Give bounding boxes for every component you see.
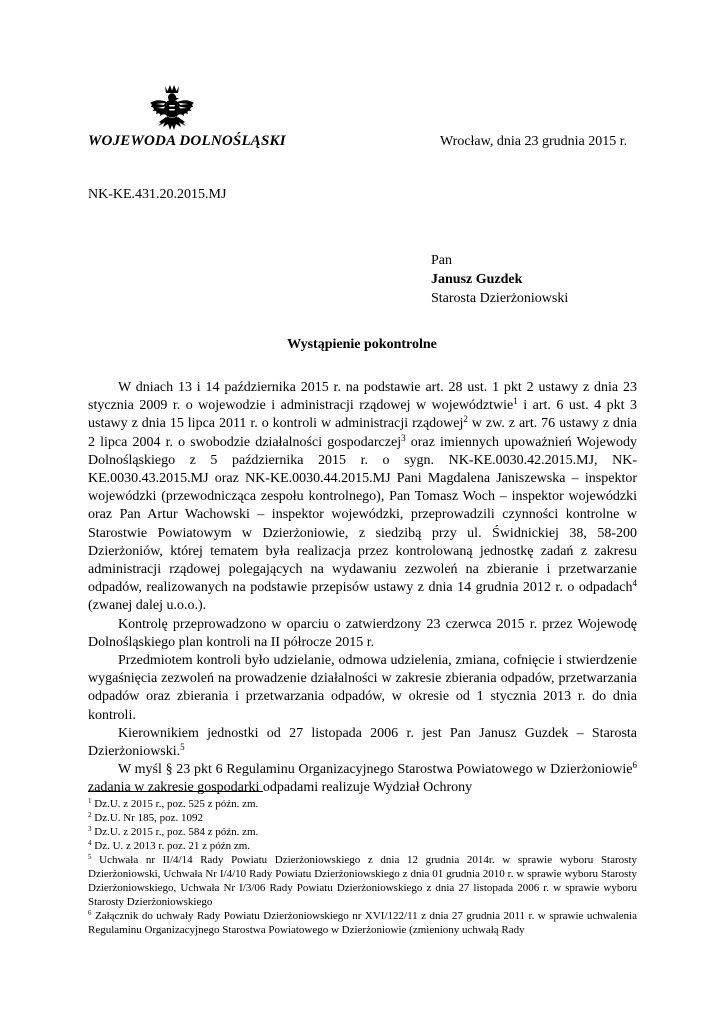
footnotes <box>88 797 637 937</box>
footnote-text: Uchwała nr II/4/14 Rady Powiatu Dzierżoniowskiego z dnia 12 grudnia 2014r. w sprawie wyboru Starosty Dzierżoniowski, Uchwała Nr I/4/10 Rady Powiatu Dzierżoniowskiego z dnia 01 grudnia 2010 r. w sprawie wyboru Starosty Dzierżoniowskiego, Uchwała Nr I/3/06 Rady Powiatu Dzierżoniowskiego z dnia 27 listopada 2006 r. w sprawie wyboru Starosty Dzierżoniowskiego <box>88 854 637 908</box>
footnote-number: 6 <box>88 909 92 917</box>
paragraph-text: (zwanej dalej u.o.o.). <box>88 598 207 614</box>
footnote <box>88 811 637 825</box>
recipient-salutation: Pan <box>431 253 452 268</box>
paragraph-text: w zw. z art. 76 ustawy z dnia 2 lipca 2004 r. o swobodzie działalności gospodarczej <box>88 416 637 450</box>
paragraph-text: W myśl § 23 pkt 6 Regulaminu Organizacyjnego Starostwa Powiatowego w Dzierżoniowie <box>118 762 633 778</box>
footnote-number: 4 <box>88 839 92 847</box>
footnote-ref: 3 <box>401 432 406 443</box>
footnote-text: Dz.U. Nr 185, poz. 1092 <box>91 812 204 824</box>
footnote-number: 5 <box>88 853 92 861</box>
document-title: Wystąpienie pokontrolne <box>287 337 437 352</box>
recipient-block <box>431 251 568 308</box>
recipient-name: Janusz Guzdek <box>431 272 523 287</box>
footnote <box>88 853 637 909</box>
footnote-number: 3 <box>88 825 92 833</box>
paragraph-legal-basis <box>88 379 637 616</box>
letter-body <box>88 379 637 798</box>
reference-number: NK-KE.431.20.2015.MJ <box>88 187 227 202</box>
paragraph-regulations <box>88 761 637 797</box>
footnote-ref: 4 <box>632 578 637 589</box>
polish-eagle-emblem-icon <box>148 82 196 136</box>
paragraph-text: oraz imiennych upoważnień Wojewody Dolnośląskiego z 5 października 2015 r. o sygn. NK-KE.0030.42.2015.MJ, NK-KE.0030.43.2015.MJ oraz NK-KE.0030.44.2015.MJ Pani Magdalena Janiszewska – inspektor wojewódzki (przewodnicząca zespołu kontrolnego), Pan Tomasz Woch – inspektor wojewódzki oraz Pan Artur Wachowski – inspektor wojewódzki, przeprowadzili czynności kontrolne w Starostwie Powiatowym w Dzierżoniowie, z siedzibą przy ul. Świdnickiej 38, 58-200 Dzierżoniów, której tematem była realizacja przez kontrolowaną jednostkę zadań z zakresu administracji rządowej polegających na wydawaniu zezwoleń na zbieranie i przetwarzanie odpadów, realizowanych na podstawie przepisów ustawy z dnia 14 grudnia 2012 r. o odpadach <box>88 434 637 596</box>
footnote-separator <box>88 791 263 792</box>
office-name: WOJEWODA DOLNOŚLĄSKI <box>88 133 286 149</box>
footnote-text: Załącznik do uchwały Rady Powiatu Dzierżoniowskiego nr XVI/122/11 z dnia 27 grudnia 2011 r. w sprawie uchwalenia Regulaminu Organizacyjnego Starostwa Powiatowego w Dzierżoniowie (zmieniony uchwałą Rady <box>88 910 637 936</box>
footnote <box>88 797 637 811</box>
paragraph-subject: Przedmiotem kontroli było udzielanie, odmowa udzielenia, zmiana, cofnięcie i stwierdzenie wygaśnięcia zezwoleń na prowadzenie działalności w zakresie zbierania odpadów, przetwarzania odpadów oraz zbierania i przetwarzania odpadów, w okresie od 1 stycznia 2013 r. do dnia kontroli. <box>88 653 637 723</box>
footnote-ref: 1 <box>513 396 518 407</box>
footnote-ref: 6 <box>632 760 637 771</box>
footnote-ref: 5 <box>180 742 185 753</box>
footnote-text: Dz.U. z 2015 r., poz. 525 z późn. zm. <box>91 798 259 810</box>
paragraph-text: zadania w zakresie gospodarki odpadami realizuje Wydział Ochrony <box>88 780 473 796</box>
footnote-number: 2 <box>88 811 92 819</box>
place-date: Wrocław, dnia 23 grudnia 2015 r. <box>440 134 628 149</box>
footnote-text: Dz. U. z 2013 r. poz. 21 z późn zm. <box>91 840 251 852</box>
footnote <box>88 839 637 853</box>
paragraph-text: Kierownikiem jednostki od 27 listopada 2006 r. jest Pan Janusz Guzdek – Starosta Dzierżoniowski. <box>88 725 637 760</box>
footnote <box>88 909 637 937</box>
footnote <box>88 825 637 839</box>
paragraph-text: W dniach 13 i 14 października 2015 r. na podstawie art. 28 ust. 1 pkt 2 ustawy z dnia 23 stycznia 2009 r. o wojewodzie i administracji rządowej w województwie <box>88 380 637 414</box>
footnote-number: 1 <box>88 797 92 805</box>
paragraph-text: i art. 6 ust. 4 pkt 3 ustawy z dnia 15 lipca 2011 r. o kontroli w administracji rządowej <box>88 398 638 432</box>
footnote-text: Dz.U. z 2015 r., poz. 584 z późn. zm. <box>91 826 259 838</box>
footnote-ref: 2 <box>463 414 468 425</box>
recipient-position: Starosta Dzierżoniowski <box>431 291 569 306</box>
paragraph-plan: Kontrolę przeprowadzono w oparciu o zatwierdzony 23 czerwca 2015 r. przez Wojewodę Dolnośląskiego plan kontroli na II półrocze 2015 r. <box>88 616 637 650</box>
paragraph-head-of-unit <box>88 725 637 761</box>
